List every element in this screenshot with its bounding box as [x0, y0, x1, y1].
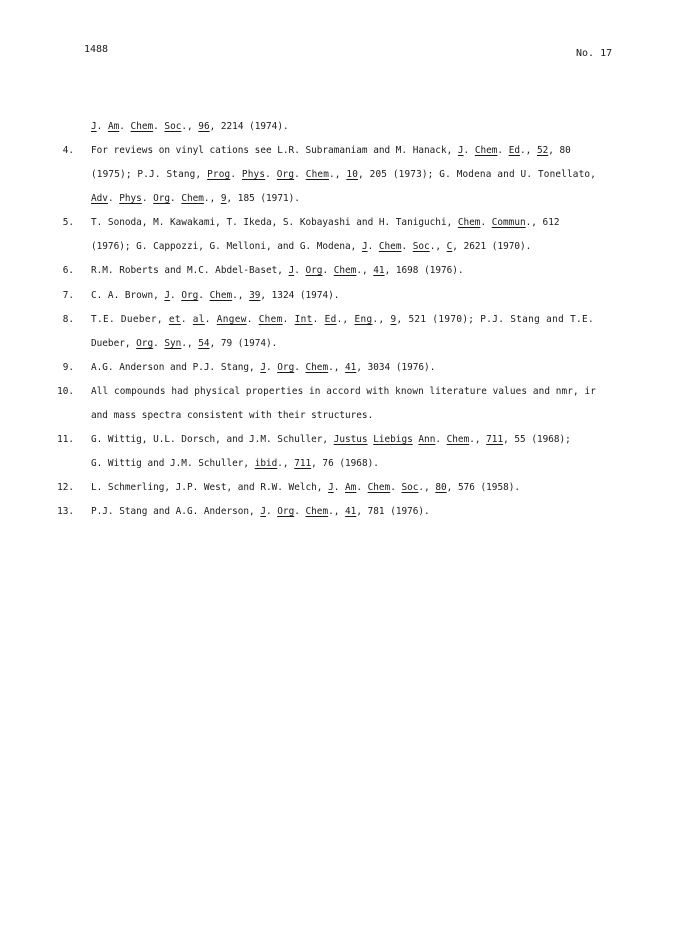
underlined-text: J: [91, 121, 97, 132]
text-run: .: [294, 265, 306, 276]
reference-number: 11.: [57, 434, 74, 445]
text-run: .: [294, 362, 306, 373]
reference-number: 5.: [62, 217, 74, 228]
underlined-text: 54: [198, 338, 210, 349]
underlined-text: Soc: [401, 482, 419, 493]
text-run: .: [294, 506, 306, 517]
text-run: .,: [329, 169, 347, 180]
reference-line: [91, 482, 520, 493]
text-run: .: [390, 482, 402, 493]
text-run: .: [119, 121, 131, 132]
underlined-text: 80: [435, 482, 447, 493]
text-run: , 185 (1971).: [226, 193, 300, 204]
reference-line: [91, 506, 430, 517]
issue-number: No. 17: [576, 48, 613, 59]
text-run: .,: [356, 265, 374, 276]
text-run: G. Wittig, U.L. Dorsch, and J.M. Schuller,: [91, 434, 334, 445]
underlined-text: Chem: [446, 434, 470, 445]
text-run: R.M. Roberts and M.C. Abdel-Baset,: [91, 265, 289, 276]
underlined-text: 41: [373, 265, 385, 276]
underlined-text: Chem: [305, 169, 329, 180]
text-run: T.E. Dueber,: [91, 314, 169, 325]
reference-line: [91, 362, 435, 373]
text-run: T. Sonoda, M. Kawakami, T. Ikeda, S. Kobayashi and H. Taniguchi,: [91, 217, 458, 228]
underlined-text: 41: [345, 362, 357, 373]
text-run: .: [333, 482, 346, 493]
text-run: and mass spectra consistent with their structures.: [91, 410, 374, 421]
text-run: .: [463, 145, 475, 156]
text-run: , 205 (1973); G. Modena and U. Tonellato,: [358, 169, 597, 180]
reference-line: [91, 265, 464, 276]
text-run: .: [480, 217, 492, 228]
text-run: , 2621 (1970).: [452, 241, 532, 252]
underlined-text: Am: [107, 121, 120, 132]
reference-number: 6.: [62, 265, 74, 276]
underlined-text: J: [164, 290, 171, 301]
reference-line: [91, 290, 339, 301]
underlined-text: 9: [220, 193, 227, 204]
reference-line: [91, 241, 531, 252]
text-run: .,: [418, 482, 436, 493]
text-run: , 2214 (1974).: [209, 121, 289, 132]
text-run: (1975); P.J. Stang,: [91, 169, 208, 180]
underlined-text: Chem: [258, 314, 283, 325]
reference-line: [91, 169, 596, 180]
text-run: .: [180, 314, 193, 325]
reference-line: [91, 434, 571, 445]
reference-number: 8.: [62, 314, 74, 325]
underlined-text: 52: [536, 145, 549, 156]
text-run: , 80: [548, 145, 571, 156]
text-run: , 3034 (1976).: [356, 362, 436, 373]
text-run: ., 612: [525, 217, 560, 228]
underlined-text: Ed: [508, 145, 520, 156]
text-run: .: [497, 145, 509, 156]
text-run: .: [367, 241, 379, 252]
underlined-text: Eng: [354, 314, 373, 325]
underlined-text: Ann: [418, 434, 436, 445]
reference-number: 12.: [57, 482, 74, 493]
underlined-text: 96: [198, 121, 210, 132]
text-run: (1976); G. Cappozzi, G. Melloni, and G. Modena,: [91, 241, 362, 252]
reference-number: 13.: [57, 506, 74, 517]
text-run: P.J. Stang and A.G. Anderson,: [91, 506, 261, 517]
underlined-text: Phys: [119, 193, 142, 204]
reference-line: [91, 410, 373, 421]
text-run: .: [246, 314, 259, 325]
text-run: .: [141, 193, 154, 204]
underlined-text: 41: [345, 506, 357, 517]
text-run: .: [265, 362, 278, 373]
text-run: .,: [181, 338, 199, 349]
text-run: .: [294, 169, 306, 180]
underlined-text: Chem: [209, 290, 233, 301]
text-run: L. Schmerling, J.P. West, and R.W. Welch,: [91, 482, 329, 493]
reference-line: [91, 386, 596, 397]
text-run: .,: [232, 290, 250, 301]
text-run: .: [204, 314, 217, 325]
reference-line: [91, 145, 571, 156]
underlined-text: Chem: [130, 121, 154, 132]
underlined-text: Phys: [241, 169, 266, 180]
text-run: .,: [336, 314, 355, 325]
text-run: .,: [372, 314, 391, 325]
underlined-text: 711: [294, 458, 312, 469]
underlined-text: Adv: [91, 193, 108, 204]
text-run: , 781 (1976).: [356, 506, 430, 517]
underlined-text: Chem: [474, 145, 498, 156]
underlined-text: Ed: [324, 314, 337, 325]
text-run: .: [265, 169, 277, 180]
underlined-text: al: [192, 314, 205, 325]
page-number: 1488: [84, 44, 109, 55]
text-run: .,: [328, 506, 346, 517]
underlined-text: Chem: [305, 506, 329, 517]
underlined-text: Org: [277, 362, 295, 373]
underlined-text: Int: [294, 314, 313, 325]
text-run: G. Wittig and J.M. Schuller,: [91, 458, 255, 469]
underlined-text: Chem: [457, 217, 481, 228]
underlined-text: Chem: [333, 265, 357, 276]
text-run: A.G. Anderson and P.J. Stang,: [91, 362, 261, 373]
underlined-text: J: [260, 362, 266, 373]
reference-line: [91, 193, 300, 204]
text-run: , 79 (1974).: [209, 338, 278, 349]
reference-line: [91, 314, 594, 325]
text-run: .: [153, 338, 165, 349]
text-run: .: [198, 290, 210, 301]
underlined-text: J: [260, 506, 266, 517]
text-run: , 521 (1970); P.J. Stang and T.E.: [396, 314, 595, 325]
underlined-text: Org: [276, 169, 295, 180]
reference-number: 7.: [62, 290, 74, 301]
underlined-text: Org: [181, 290, 199, 301]
text-run: .,: [469, 434, 487, 445]
underlined-text: Org: [305, 265, 323, 276]
text-run: .: [282, 314, 295, 325]
underlined-text: Chem: [305, 362, 329, 373]
text-run: .,: [203, 193, 221, 204]
underlined-text: J: [361, 241, 368, 252]
underlined-text: Soc: [164, 121, 182, 132]
text-run: C. A. Brown,: [91, 290, 165, 301]
text-run: .: [435, 434, 447, 445]
underlined-text: Am: [345, 482, 357, 493]
underlined-text: J: [328, 482, 334, 493]
text-run: .: [230, 169, 242, 180]
reference-line: [91, 458, 379, 469]
text-run: .,: [328, 362, 346, 373]
text-run: .,: [520, 145, 537, 156]
underlined-text: et: [168, 314, 181, 325]
underlined-text: J: [288, 265, 295, 276]
underlined-text: Justus: [333, 434, 368, 445]
underlined-text: 10: [346, 169, 359, 180]
underlined-text: Soc: [412, 241, 430, 252]
underlined-text: 711: [486, 434, 504, 445]
text-run: For reviews on vinyl cations see L.R. Subramaniam and M. Hanack,: [91, 145, 458, 156]
reference-number: 10.: [57, 386, 74, 397]
reference-line: [91, 338, 277, 349]
text-run: , 55 (1968);: [503, 434, 571, 445]
underlined-text: Org: [153, 193, 171, 204]
text-run: .: [170, 290, 182, 301]
text-run: .: [322, 265, 334, 276]
reference-line: [91, 217, 560, 228]
reference-number: 9.: [62, 362, 74, 373]
underlined-text: Chem: [367, 482, 391, 493]
underlined-text: Chem: [181, 193, 204, 204]
text-run: .: [107, 193, 120, 204]
underlined-text: 39: [249, 290, 261, 301]
text-run: , 1698 (1976).: [384, 265, 464, 276]
underlined-text: ibid: [254, 458, 278, 469]
underlined-text: Org: [277, 506, 295, 517]
reference-number: 4.: [62, 145, 74, 156]
reference-line: [91, 121, 289, 132]
underlined-text: 9: [390, 314, 397, 325]
text-run: .: [153, 121, 165, 132]
underlined-text: Commun: [491, 217, 526, 228]
text-run: .,: [181, 121, 199, 132]
underlined-text: C: [446, 241, 453, 252]
text-run: All compounds had physical properties in accord with known literature values and nmr, ir: [91, 386, 596, 397]
text-run: .,: [429, 241, 447, 252]
text-run: , 76 (1968).: [311, 458, 379, 469]
text-run: , 1324 (1974).: [260, 290, 340, 301]
text-run: .: [312, 314, 325, 325]
text-run: .: [96, 121, 108, 132]
underlined-text: Org: [136, 338, 154, 349]
underlined-text: Angew: [216, 314, 247, 325]
underlined-text: Liebigs: [373, 434, 413, 445]
underlined-text: Chem: [378, 241, 402, 252]
text-run: Dueber,: [91, 338, 137, 349]
text-run: .: [356, 482, 368, 493]
text-run: .: [401, 241, 413, 252]
underlined-text: J: [457, 145, 464, 156]
underlined-text: Syn: [164, 338, 182, 349]
underlined-text: Prog: [207, 169, 231, 180]
text-run: , 576 (1958).: [446, 482, 521, 493]
text-run: .: [265, 506, 278, 517]
text-run: .,: [277, 458, 295, 469]
text-run: .: [170, 193, 182, 204]
